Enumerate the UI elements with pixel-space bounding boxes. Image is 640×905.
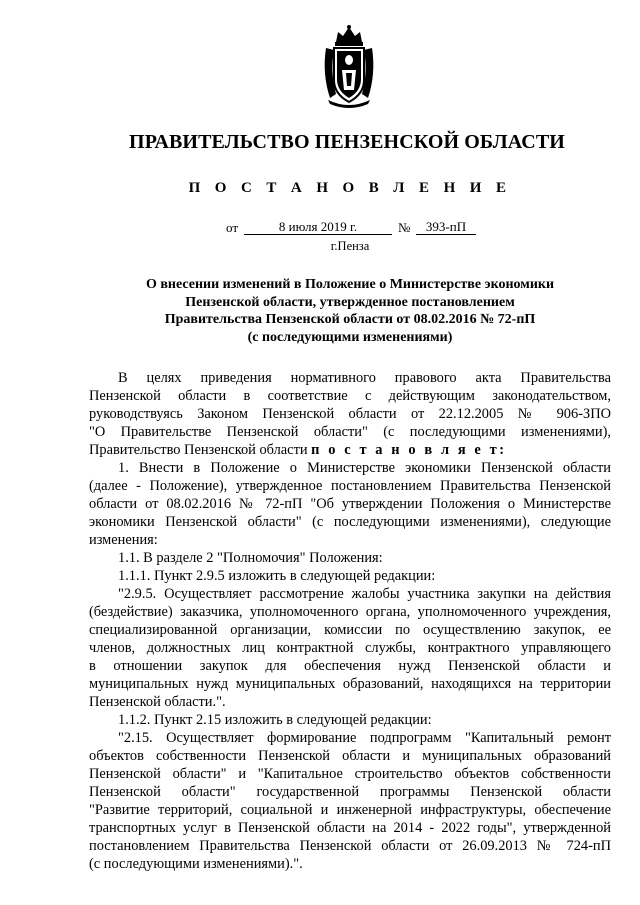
- body-line: (далее - Положение), утвержденное постановлением Правительства Пензенской: [89, 478, 611, 494]
- body-line: Пензенской области в соответствие с действующим законодательством,: [89, 388, 611, 404]
- subject-line: Пензенской области, утвержденное постановлением: [185, 294, 515, 310]
- body-line: Пензенской области" и "Капитальное строительство объектов собственности: [89, 766, 611, 782]
- body-line: объектов собственности Пензенской области и муниципальных образований: [89, 748, 611, 764]
- document-type: П О С Т А Н О В Л Е Н И Е: [188, 180, 512, 196]
- body-line: специализированной организации, комиссии по осуществлению закупок, ее: [89, 622, 611, 638]
- decree-subject: [0, 276, 640, 346]
- body-line: "2.15. Осуществляет формирование подпрограмм "Капитальный ремонт: [118, 730, 611, 746]
- body-line: 1.1. В разделе 2 "Полномочия" Положения:: [118, 550, 383, 566]
- body-line: 1. Внести в Положение о Министерстве экономики Пензенской области: [118, 460, 611, 476]
- decree-number: 393-пП: [416, 220, 476, 235]
- subject-line: О внесении изменений в Положение о Министерстве экономики: [145, 277, 555, 292]
- body-line: Пензенской области.".: [89, 694, 226, 710]
- body-line: изменения:: [89, 532, 158, 548]
- resolve-word: п о с т а н о в л я е т:: [311, 442, 507, 458]
- body-line: экономики Пензенской области" (с последующими изменениями), следующие: [89, 514, 611, 530]
- body-line: (бездействие) заказчика, уполномоченного органа, уполномоченного учреждения,: [89, 604, 611, 620]
- subject-line: (с последующими изменениями): [247, 329, 453, 345]
- body-line: "О Правительстве Пензенской области" (с последующими изменениями),: [89, 424, 611, 440]
- body-line: постановлением Правительства Пензенской области от 26.09.2013 № 724-пП: [89, 838, 611, 854]
- body-line: "Развитие территорий, социальной и инженерной инфраструктуры, обеспечение: [89, 802, 611, 818]
- body-line: членов, должностных лиц контрактной службы, контрактного управляющего: [89, 640, 611, 656]
- body-line: 1.1.1. Пункт 2.9.5 изложить в следующей редакции:: [118, 568, 436, 584]
- subject-line: Правительства Пензенской области от 08.02.2016 № 72-пП: [164, 312, 536, 327]
- coat-of-arms-emblem: [318, 24, 380, 108]
- body-line-text: Правительство Пензенской области: [89, 442, 308, 458]
- decree-date: 8 июля 2019 г.: [244, 220, 392, 235]
- body-line: области от 08.02.2016 № 72-пП "Об утверждении Положения о Министерстве: [89, 496, 611, 512]
- number-sign: №: [398, 220, 411, 235]
- body-line: 1.1.2. Пункт 2.15 изложить в следующей редакции:: [118, 712, 432, 728]
- city: г.Пенза: [330, 239, 370, 253]
- body-line: "2.9.5. Осуществляет рассмотрение жалобы участника закупки на действия: [118, 586, 611, 602]
- body-line: транспортных услуг в Пензенской области на 2014 - 2022 годы", утвержденной: [89, 820, 611, 836]
- body-line: (с последующими изменениями).".: [89, 856, 303, 872]
- body-line: руководствуясь Законом Пензенской области от 22.12.2005 № 906-ЗПО: [89, 406, 611, 422]
- body-line: [89, 441, 611, 459]
- decree-body: [89, 369, 611, 873]
- body-line: В целях приведения нормативного правового акта Правительства: [118, 370, 611, 386]
- body-line: муниципальных нужд муниципальных образований, находящихся на территории: [89, 676, 611, 692]
- body-line: в отношении закупок для обеспечения нужд Пензенской области и: [89, 658, 611, 674]
- government-title: ПРАВИТЕЛЬСТВО ПЕНЗЕНСКОЙ ОБЛАСТИ: [129, 131, 565, 153]
- date-prefix: от: [226, 220, 239, 235]
- body-line: Пензенской области" государственной программы Пензенской области: [89, 784, 611, 800]
